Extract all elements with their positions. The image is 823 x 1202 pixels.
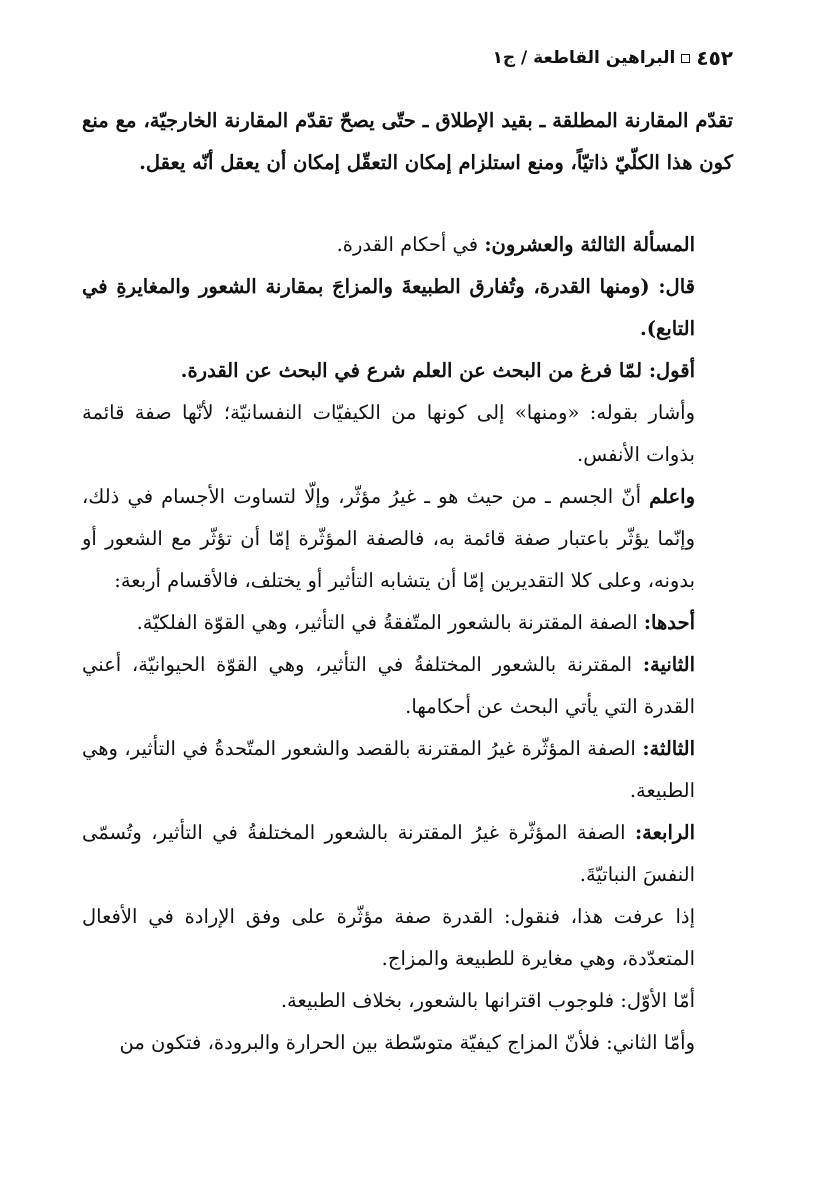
running-header xyxy=(82,40,733,76)
waalam-text: أنّ الجسم ـ من حيث هو ـ غيرُ مؤثّر، وإلّا لتساوت الأجسام في ذلك، وإنّما يؤثّر باعتبار صفة قائمة به، فالصفة المؤثّرة إمّا أن تؤثّر مع الشعور أو بدونه، وعلى كلا التقديرين إمّا أن يتشابه التأثير أو يختلف، فالأقسام أربعة: xyxy=(82,485,695,592)
waalam-lead: واعلم xyxy=(649,485,695,508)
paragraph-idha: إذا عرفت هذا، فنقول: القدرة صفة مؤثّرة على وفق الإرادة في الأفعال المتعدّدة، وهي مغايرة للطبيعة والمزاج. xyxy=(82,905,695,970)
paragraph-ashar: وأشار بقوله: «ومنها» إلى كونها من الكيفيّات النفسانيّة؛ لأنّها صفة قائمة بذوات الأنفس. xyxy=(82,401,695,466)
thaniya-lead: الثانية: xyxy=(642,653,695,676)
rabia-lead: الرابعة: xyxy=(634,821,695,844)
aqul-lead: أقول: xyxy=(648,359,695,382)
book-page xyxy=(82,40,733,1064)
thalitha-text: الصفة المؤثّرة غيرُ المقترنة بالقصد والشعور المتّحدةُ في التأثير، وهي الطبيعة. xyxy=(82,737,695,802)
paragraph-thalitha xyxy=(82,728,733,812)
thalitha-lead: الثالثة: xyxy=(642,737,695,760)
paragraph-qala xyxy=(82,266,733,350)
main-text xyxy=(82,100,733,1064)
page-number: ٤٥٢ xyxy=(696,46,733,70)
section-heading xyxy=(82,224,733,266)
qala-lead: قال: xyxy=(658,275,695,298)
book-title: البراهين القاطعة / ج١ xyxy=(492,48,676,68)
paragraph-continuation: تقدّم المقارنة المطلقة ـ بقيد الإطلاق ـ حتّى يصحّ تقدّم المقارنة الخارجيّة، مع منع كون هذا الكلّيّ ذاتيّاً، ومنع استلزام إمكان التعقّل إمكان أن يعقل أنّه يعقل. xyxy=(82,109,733,174)
heading-text: في أحكام القدرة. xyxy=(336,233,485,256)
ahaduha-lead: أحدها: xyxy=(643,611,695,634)
paragraph-amma-awwal: أمّا الأوّل: فلوجوب اقترانها بالشعور، بخلاف الطبيعة. xyxy=(280,989,695,1012)
paragraph-waalam xyxy=(82,476,733,602)
ahaduha-text: الصفة المقترنة بالشعور المتّفقةُ في التأثير، وهي القوّة الفلكيّة. xyxy=(136,611,644,634)
rabia-text: الصفة المؤثّرة غيرُ المقترنة بالشعور المختلفةُ في التأثير، وتُسمّى النفسَ النباتيّةَ. xyxy=(82,821,695,886)
heading-lead: المسألة الثالثة والعشرون: xyxy=(484,233,695,256)
paragraph-ahaduha xyxy=(82,602,733,644)
paragraph-aqul xyxy=(82,350,733,392)
thaniya-text: المقترنة بالشعور المختلفةُ في التأثير، وهي القوّة الحيوانيّة، أعني القدرة التي يأتي البحث عن أحكامها. xyxy=(82,653,695,718)
paragraph-thaniya xyxy=(82,644,733,728)
paragraph-rabia xyxy=(82,812,733,896)
paragraph-amma-thani: وأمّا الثاني: فلأنّ المزاج كيفيّة متوسّطة بين الحرارة والبرودة، فتكون من xyxy=(119,1031,695,1054)
qala-text: (ومنها القدرة، وتُفارق الطبيعةَ والمزاجَ بمقارنة الشعور والمغايرةِ في التابع). xyxy=(82,275,695,340)
aqul-text: لمّا فرغ من البحث عن العلم شرع في البحث عن القدرة. xyxy=(180,359,649,382)
square-separator-icon xyxy=(681,54,690,63)
